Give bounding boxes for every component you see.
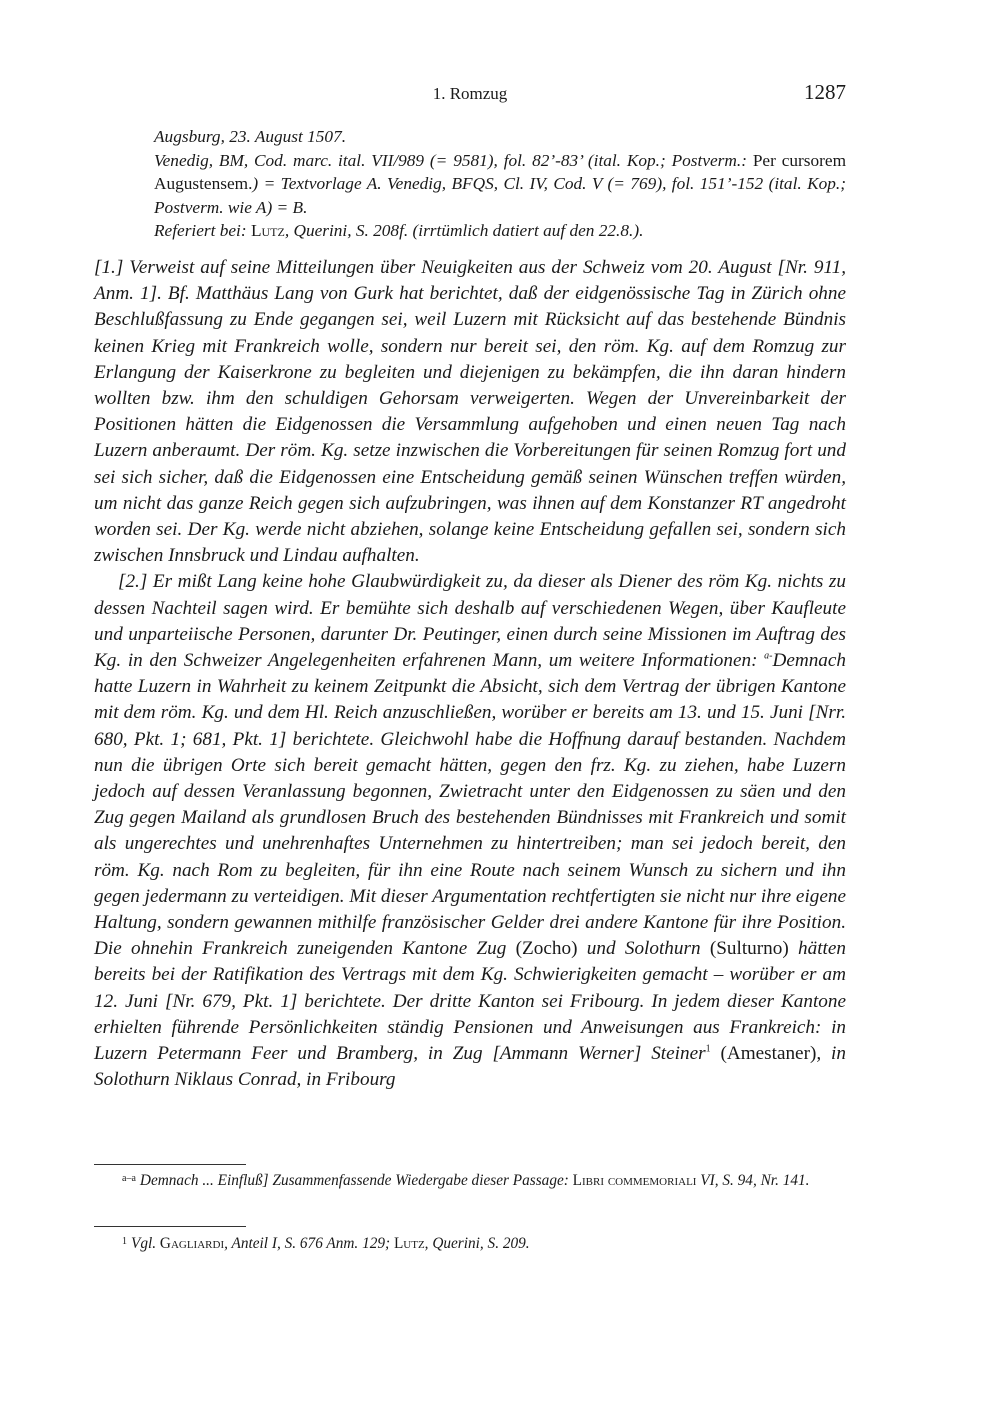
footnote-mark-a: a- (764, 650, 773, 662)
footnote-ref-1: 1 (705, 1043, 711, 1055)
archive-citation: Venedig, BM, Cod. marc. ital. VII/989 (= 9581), fol. 82’-83’ (ital. Kop.; Postverm.: Per cursorem Augustensem.) = Textvorlage A. Venedig, BFQS, Cl. IV, Cod. V (= 769), fol. 151’-152 (ital. Kop.; Postverm. wie A) = B. (154, 150, 847, 217)
source-note (154, 125, 846, 243)
paragraph-1: [1.] Verweist auf seine Mitteilungen über Neuigkeiten aus der Schweiz vom 20. August [Nr. 911, Anm. 1]. Bf. Matthäus Lang von Gurk hat berichtet, daß der eidgenössische Tag in Zürich ohne Beschlußfassung zu Ende gegangen sei, weil Luzern mit Rücksicht auf das bestehende Bündnis keinen Krieg mit Frankreich wolle, sondern nur bereit sei, den röm. Kg. auf dem Romzug zur Erlangung der Kaiserkrone zu begleiten und diejenigen zu bekämpfen, die ihn daran hindern wollten bzw. ihm den schuldigen Gehorsam verweigerten. Wegen der Unvereinbarkeit der Positionen hätten die Eidgenossen die Versammlung aufgehoben und einen neuen Tag nach Luzern anberaumt. Der röm. Kg. setze inzwischen die Vorbereitungen für seinen Romzug fort und sei sich sicher, daß die Eidgenossen eine Entscheidung gemäß seinen Wünschen treffen würden, um nicht das ganze Reich gegen sich aufzubringen, was ihnen auf dem Konstanzer RT angedroht worden sei. Der Kg. werde nicht abziehen, solange keine Entscheidung gefallen sei, sondern sich zwischen Innsbruck und Lindau aufhalten. (94, 257, 846, 567)
running-head: 1. Romzug (432, 84, 508, 103)
date-place: Augsburg, 23. August 1507. (154, 127, 347, 146)
main-text (94, 255, 846, 1094)
reference-line: Referiert bei: Lutz, Querini, S. 208f. (irrtümlich datiert auf den 22.8.). (154, 221, 644, 240)
footnote-a: $^{a-a}$ Demnach ... Einfluß] Zusammenfassende Wiedergabe dieser Passage: Libri commemoriali VI, S. 94, Nr. 141. (122, 1172, 810, 1189)
paragraph-2: [2.] Er mißt Lang keine hohe Glaubwürdigkeit zu, da dieser als Diener des röm Kg. nichts zu dessen Nachteil sagen wird. Er bemühte sich deshalb auf verschiedenen Wegen, über Kaufleute und unparteiische Personen, darunter Dr. Peutinger, einen durch seine Missionen im Auftrag des Kg. in den Schweizer Angelegenheiten erfahrenen Mann, um weitere Informationen: $^{a-}$Demnach hatte Luzern in Wahrheit zu keinem Zeitpunkt die Absicht, sich dem Vertrag der übrigen Kantone mit dem röm. Kg. und dem Hl. Reich anzuschließen, worüber er bereits am 13. und 15. Juni [Nrr. 680, Pkt. 1; 681, Pkt. 1] berichtete. Gleichwohl habe die Hoffnung darauf bestanden. Nachdem nun die übrigen Orte sich bereit gemacht hätten, gegen den frz. Kg. zu ziehen, habe Luzern jedoch auf dessen Veranlassung begonnen, Zwietracht unter den Eidgenossen zu säen und den Zug gegen Mailand als grundlosen Bruch des bestehenden Bündnisses mit Frankreich und somit als ungerechtes und unehrenhaftes Unternehmen zu hintertreiben; man sei jedoch bereit, den röm. Kg. nach Rom zu begleiten, für ihn eine Route nach seinem Wunsch zu sichern und ihn gegen jedermann zu verteidigen. Mit dieser Argumentation rechtfertigten sie nicht nur ihre eigene Haltung, sondern gewannen mithilfe französischer Gelder drei andere Kantone für ihre Position. Die ohnehin Frankreich zuneigenden Kantone Zug (Zocho) und Solothurn (Sulturno) hätten bereits bei der Ratifikation des Vertrags mit dem Kg. Schwierigkeiten gemacht – worüber er am 12. Juni [Nr. 679, Pkt. 1] berichtete. Der dritte Kanton sei Fribourg. In jedem dieser Kantone erhielten führende Persönlichkeiten ständig Pensionen und Anweisungen aus Frankreich: in Luzern Petermann Feer und Bramberg, in Zug [Ammann Werner] Steiner$^1$ (Amestaner), in Solothurn Niklaus Conrad, in Fribourg (94, 571, 846, 1091)
footnote-rule-1 (94, 1226, 246, 1227)
footnote-1: $^1$ Vgl. Gagliardi, Anteil I, S. 676 Anm. 129; Lutz, Querini, S. 209. (122, 1235, 530, 1252)
footnote-rule-a (94, 1164, 246, 1165)
page-number: 1287 (804, 80, 846, 104)
